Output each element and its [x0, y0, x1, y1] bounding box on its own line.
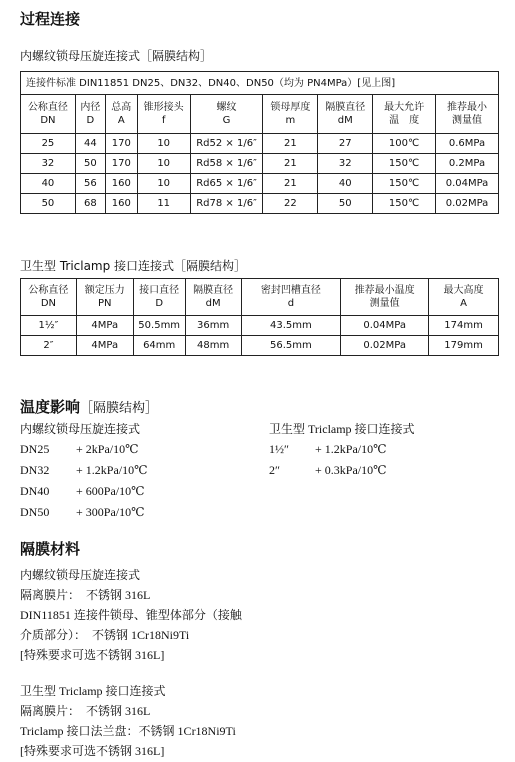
header-line: 最大允许 — [384, 102, 425, 113]
din-table-cell: 0.02MPa — [436, 194, 499, 214]
header-line: D — [155, 298, 164, 309]
triclamp-table-cell: 64mm — [133, 336, 185, 356]
header-line: d — [287, 298, 295, 309]
material-line: [特殊要求可选不锈钢 316L] — [20, 744, 165, 758]
triclamp-table-cell: 0.04MPa — [341, 316, 429, 336]
header-line: 推荐最小温度 — [354, 285, 415, 296]
header-line: A — [460, 298, 467, 309]
material-block-triclamp — [20, 682, 236, 762]
din-table-cell: 22 — [263, 194, 318, 214]
header-line: 锁母厚度 — [270, 102, 311, 113]
header-line: 隔膜直径 — [325, 102, 366, 113]
temperature-size: DN40 — [20, 484, 50, 498]
header-line: D — [86, 115, 95, 126]
material-block-threaded — [20, 566, 242, 666]
triclamp-table-cell: 2″ — [21, 336, 77, 356]
din-table-cell: 68 — [75, 194, 105, 214]
din-table-cell: 150℃ — [373, 174, 436, 194]
din-table-header-cell — [263, 95, 318, 134]
din-table-cell: 0.04MPa — [436, 174, 499, 194]
temp-right-heading: 卫生型 Triclamp 接口连接式 — [269, 422, 415, 436]
temperature-coefficient: + 600Pa/10℃ — [76, 484, 145, 498]
temperature-title-bracket: ［隔膜结构］ — [80, 401, 159, 416]
temperature-size: DN32 — [20, 463, 50, 477]
triclamp-table-cell: 43.5mm — [241, 316, 341, 336]
header-line: 公称直径 — [28, 285, 69, 296]
din-table-cell: 170 — [105, 154, 137, 174]
din-table-header-cell — [137, 95, 190, 134]
din-table-cell: 10 — [137, 134, 190, 154]
header-line: DN — [40, 115, 56, 126]
triclamp-table-cell: 48mm — [185, 336, 241, 356]
din-table-cell: 10 — [137, 154, 190, 174]
din-table-header-cell — [373, 95, 436, 134]
din-table-cell: 170 — [105, 134, 137, 154]
table-row — [21, 316, 499, 336]
temperature-coefficient: + 0.3kPa/10℃ — [315, 463, 387, 477]
table-row — [21, 194, 499, 214]
triclamp-table-cell: 174mm — [429, 316, 499, 336]
triclamp-table-cell: 36mm — [185, 316, 241, 336]
din-table-cell: 160 — [105, 194, 137, 214]
header-line: A — [117, 115, 125, 126]
triclamp-table-header-cell — [241, 279, 341, 316]
triclamp-table-header-cell — [341, 279, 429, 316]
din-table-header-cell — [21, 95, 76, 134]
triclamp-table-cell: 56.5mm — [241, 336, 341, 356]
temperature-row — [20, 442, 148, 463]
triclamp-table-header-cell — [21, 279, 77, 316]
header-line: 隔膜直径 — [193, 285, 234, 296]
header-line: 锥形接头 — [143, 102, 184, 113]
triclamp-spec-table — [20, 278, 499, 356]
material-line: Triclamp 接口法兰盘：不锈钢 1Cr18Ni9Ti — [20, 724, 236, 738]
din-table-cell: 0.6MPa — [436, 134, 499, 154]
temperature-title: 温度影响 — [20, 398, 81, 416]
temperature-row — [20, 463, 148, 484]
din-table-cell: 56 — [75, 174, 105, 194]
page-title: 过程连接 — [20, 10, 81, 28]
header-line: 接口直径 — [139, 285, 180, 296]
material-line: DIN11851 连接件锁母、锥型体部分（接触 — [20, 608, 242, 622]
din-table-cell: 21 — [263, 174, 318, 194]
temperature-coefficient: + 2kPa/10℃ — [76, 442, 139, 456]
material-line: 卫生型 Triclamp 接口连接式 — [20, 684, 166, 698]
temperature-size: 1½″ — [269, 442, 289, 456]
header-line: 测量值 — [369, 298, 400, 309]
din-table-cell: 21 — [263, 154, 318, 174]
triclamp-table-header-cell — [429, 279, 499, 316]
header-line: 温 度 — [389, 115, 420, 126]
header-line: 推荐最小 — [447, 102, 487, 113]
triclamp-table-header-cell — [133, 279, 185, 316]
material-line: 隔离膜片： 不锈钢 316L — [20, 704, 151, 718]
triclamp-table-cell: 1½″ — [21, 316, 77, 336]
din-table-cell: 100℃ — [373, 134, 436, 154]
temperature-section-title — [20, 396, 158, 417]
header-line: dM — [205, 298, 221, 309]
material-line: [特殊要求可选不锈钢 316L] — [20, 648, 165, 662]
temperature-row — [20, 505, 148, 526]
din-table-cell: 150℃ — [373, 154, 436, 174]
temperature-size: DN25 — [20, 442, 50, 456]
table-row — [21, 154, 499, 174]
din-table-header-cell — [75, 95, 105, 134]
header-line: m — [285, 115, 296, 126]
temperature-row — [269, 442, 387, 463]
din-table-cell: 21 — [263, 134, 318, 154]
table-caption: 连接件标准 DIN11851 DN25、DN32、DN40、DN50（均为 PN4MPa）[见上图] — [21, 72, 499, 95]
triclamp-table-cell: 4MPa — [76, 336, 133, 356]
din-table-cell: 32 — [21, 154, 76, 174]
header-line: PN — [98, 298, 112, 309]
header-line: 螺纹 — [216, 102, 237, 113]
table-row — [21, 336, 499, 356]
table-row — [21, 174, 499, 194]
din-table-cell: Rd52 × 1/6″ — [190, 134, 263, 154]
header-line: 总高 — [111, 102, 132, 113]
header-line: 内径 — [80, 102, 101, 113]
din-table-cell: 32 — [318, 154, 373, 174]
temperature-coefficient: + 1.2kPa/10℃ — [76, 463, 148, 477]
din-table-cell: 44 — [75, 134, 105, 154]
header-line: DN — [40, 298, 57, 309]
din-table-cell: 40 — [21, 174, 76, 194]
material-title: 隔膜材料 — [20, 540, 81, 558]
din-table-header-cell — [436, 95, 499, 134]
din-table-cell: 50 — [21, 194, 76, 214]
din-spec-table — [20, 71, 499, 214]
triclamp-table-cell: 50.5mm — [133, 316, 185, 336]
header-line: 额定压力 — [84, 285, 125, 296]
din-table-cell: 11 — [137, 194, 190, 214]
din-table-header-cell — [318, 95, 373, 134]
temperature-coefficient: + 300Pa/10℃ — [76, 505, 145, 519]
header-line: 测量值 — [452, 115, 482, 126]
triclamp-table-cell: 4MPa — [76, 316, 133, 336]
triclamp-table-header-cell — [185, 279, 241, 316]
section1-heading: 内螺纹锁母压旋连接式［隔膜结构］ — [20, 49, 213, 63]
material-line: 内螺纹锁母压旋连接式 — [20, 568, 141, 582]
triclamp-table-header-cell — [76, 279, 133, 316]
triclamp-table-cell: 0.02MPa — [341, 336, 429, 356]
temp-left-heading: 内螺纹锁母压旋连接式 — [20, 422, 141, 436]
temperature-size: DN50 — [20, 505, 50, 519]
temp-left-list — [20, 442, 148, 526]
din-table-cell: 150℃ — [373, 194, 436, 214]
header-line: f — [161, 115, 166, 126]
din-table-cell: 0.2MPa — [436, 154, 499, 174]
temperature-row — [20, 484, 148, 505]
temp-right-list — [269, 442, 387, 484]
header-line: 密封凹槽直径 — [260, 285, 321, 296]
section2-heading: 卫生型 Triclamp 接口连接式［隔膜结构］ — [20, 259, 247, 273]
header-line: G — [222, 115, 231, 126]
din-table-cell: 50 — [75, 154, 105, 174]
din-table-cell: 160 — [105, 174, 137, 194]
din-table-header-cell — [105, 95, 137, 134]
din-table-cell: Rd78 × 1/6″ — [190, 194, 263, 214]
temperature-coefficient: + 1.2kPa/10℃ — [315, 442, 387, 456]
temperature-row — [269, 463, 387, 484]
table-row — [21, 134, 499, 154]
material-line: 介质部分）： 不锈钢 1Cr18Ni9Ti — [20, 628, 190, 642]
din-table-cell: 50 — [318, 194, 373, 214]
triclamp-table-cell: 179mm — [429, 336, 499, 356]
header-line: 最大高度 — [443, 285, 484, 296]
din-table-cell: 40 — [318, 174, 373, 194]
din-table-cell: Rd58 × 1/6″ — [190, 154, 263, 174]
din-table-cell: 25 — [21, 134, 76, 154]
material-line: 隔离膜片： 不锈钢 316L — [20, 588, 151, 602]
temperature-size: 2″ — [269, 463, 280, 477]
header-line: 公称直径 — [27, 102, 68, 113]
din-table-header-cell — [190, 95, 263, 134]
din-table-cell: Rd65 × 1/6″ — [190, 174, 263, 194]
header-line: dM — [337, 115, 353, 126]
din-table-cell: 27 — [318, 134, 373, 154]
din-table-cell: 10 — [137, 174, 190, 194]
